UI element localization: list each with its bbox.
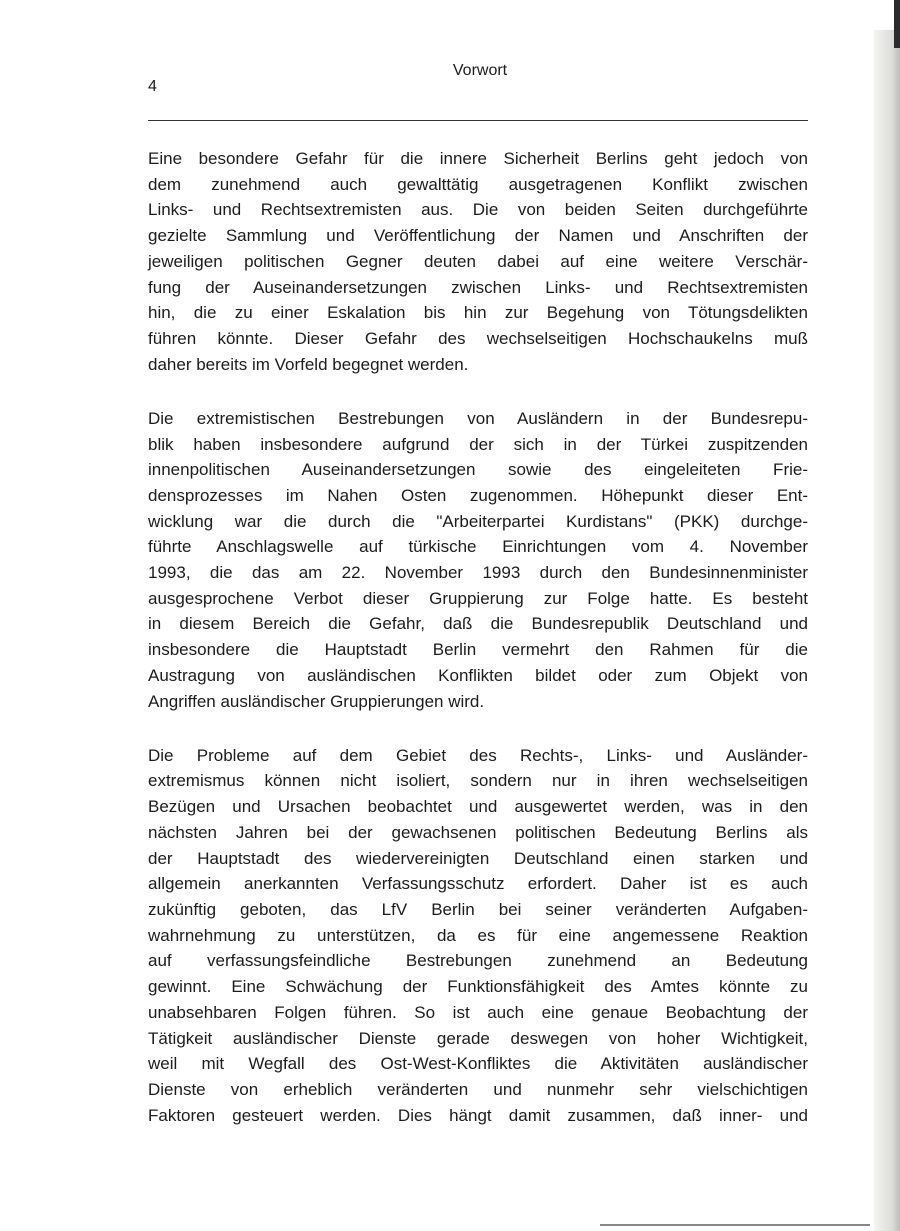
body-text — [148, 146, 808, 1157]
text-line: Faktoren gesteuert werden. Dies hängt damit zusammen, daß inner- und — [148, 1105, 808, 1125]
text-line: Bezügen und Ursachen beobachtet und ausgewertet werden, was in den — [148, 797, 808, 817]
text-line: der Hauptstadt des wiedervereinigten Deutschland einen starken und — [148, 848, 808, 868]
page-edge-shadow — [874, 30, 900, 1231]
text-line: wicklung war die durch die "Arbeiterpartei Kurdistans" (PKK) durchge- — [148, 511, 808, 531]
text-line: Links- und Rechtsextremisten aus. Die von beiden Seiten durchgeführte — [148, 200, 808, 220]
text-line: insbesondere die Hauptstadt Berlin vermehrt den Rahmen für die — [148, 640, 808, 660]
text-line: blik haben insbesondere aufgrund der sich in der Türkei zuspitzenden — [148, 434, 808, 454]
text-line: extremismus können nicht isoliert, sondern nur in ihren wechselseitigen — [148, 771, 808, 791]
text-line: wahrnehmung zu unterstützen, da es für eine angemessene Reaktion — [148, 925, 808, 945]
text-line: jeweiligen politischen Gegner deuten dabei auf eine weitere Verschär- — [148, 251, 808, 271]
text-line: Tätigkeit ausländischer Dienste gerade deswegen von hoher Wichtigkeit, — [148, 1028, 808, 1048]
binding-edge — [894, 0, 900, 48]
text-line: Angriffen ausländischer Gruppierungen wird. — [148, 691, 485, 711]
text-line: 1993, die das am 22. November 1993 durch den Bundesinnenminister — [148, 563, 808, 583]
paragraph-1 — [148, 146, 808, 377]
text-line: ausgesprochene Verbot dieser Gruppierung zur Folge hatte. Es besteht — [148, 588, 808, 608]
header-rule — [148, 120, 808, 121]
text-line: gezielte Sammlung und Veröffentlichung der Namen und Anschriften der — [148, 226, 808, 246]
text-line: Austragung von ausländischen Konflikten bildet oder zum Objekt von — [148, 665, 808, 685]
text-line: weil mit Wegfall des Ost-West-Konfliktes die Aktivitäten ausländischer — [148, 1054, 808, 1074]
page-number: 4 — [148, 78, 157, 95]
text-line: gewinnt. Eine Schwächung der Funktionsfähigkeit des Amtes könnte zu — [148, 977, 808, 997]
running-head: Vorwort — [452, 62, 508, 79]
text-line: innenpolitischen Auseinandersetzungen sowie des eingeleiteten Frie- — [148, 460, 808, 480]
text-line: Dienste von erheblich veränderten und nunmehr sehr vielschichtigen — [148, 1079, 808, 1099]
paragraph-2 — [148, 406, 808, 714]
text-line: Die Probleme auf dem Gebiet des Rechts-, Links- und Ausländer- — [148, 745, 808, 765]
paragraph-3 — [148, 743, 808, 1129]
text-line: auf verfassungsfeindliche Bestrebungen zunehmend an Bedeutung — [148, 951, 808, 971]
text-line: allgemein anerkannten Verfassungsschutz erfordert. Daher ist es auch — [148, 874, 808, 894]
text-line: führte Anschlagswelle auf türkische Einrichtungen vom 4. November — [148, 537, 808, 557]
text-line: hin, die zu einer Eskalation bis hin zur Begehung von Tötungsdelikten — [148, 303, 808, 323]
text-line: nächsten Jahren bei der gewachsenen politischen Bedeutung Berlins als — [148, 822, 808, 842]
text-line: unabsehbaren Folgen führen. So ist auch eine genaue Beobachtung der — [148, 1002, 808, 1022]
text-line: Die extremistischen Bestrebungen von Ausländern in der Bundesrepu- — [148, 408, 808, 428]
text-line: führen könnte. Dieser Gefahr des wechselseitigen Hochschaukelns muß — [148, 328, 808, 348]
text-line: in diesem Bereich die Gefahr, daß die Bundesrepublik Deutschland und — [148, 614, 808, 634]
text-line: densprozesses im Nahen Osten zugenommen. Höhepunkt dieser Ent- — [148, 485, 808, 505]
text-line: zukünftig geboten, das LfV Berlin bei seiner veränderten Aufgaben- — [148, 899, 808, 919]
text-line: daher bereits im Vorfeld begegnet werden. — [148, 354, 469, 374]
page-bottom-edge — [600, 1224, 870, 1226]
text-line: dem zunehmend auch gewalttätig ausgetragenen Konflikt zwischen — [148, 174, 808, 194]
text-line: Eine besondere Gefahr für die innere Sicherheit Berlins geht jedoch von — [148, 149, 808, 168]
text-line: fung der Auseinandersetzungen zwischen Links- und Rechtsextremisten — [148, 277, 808, 297]
